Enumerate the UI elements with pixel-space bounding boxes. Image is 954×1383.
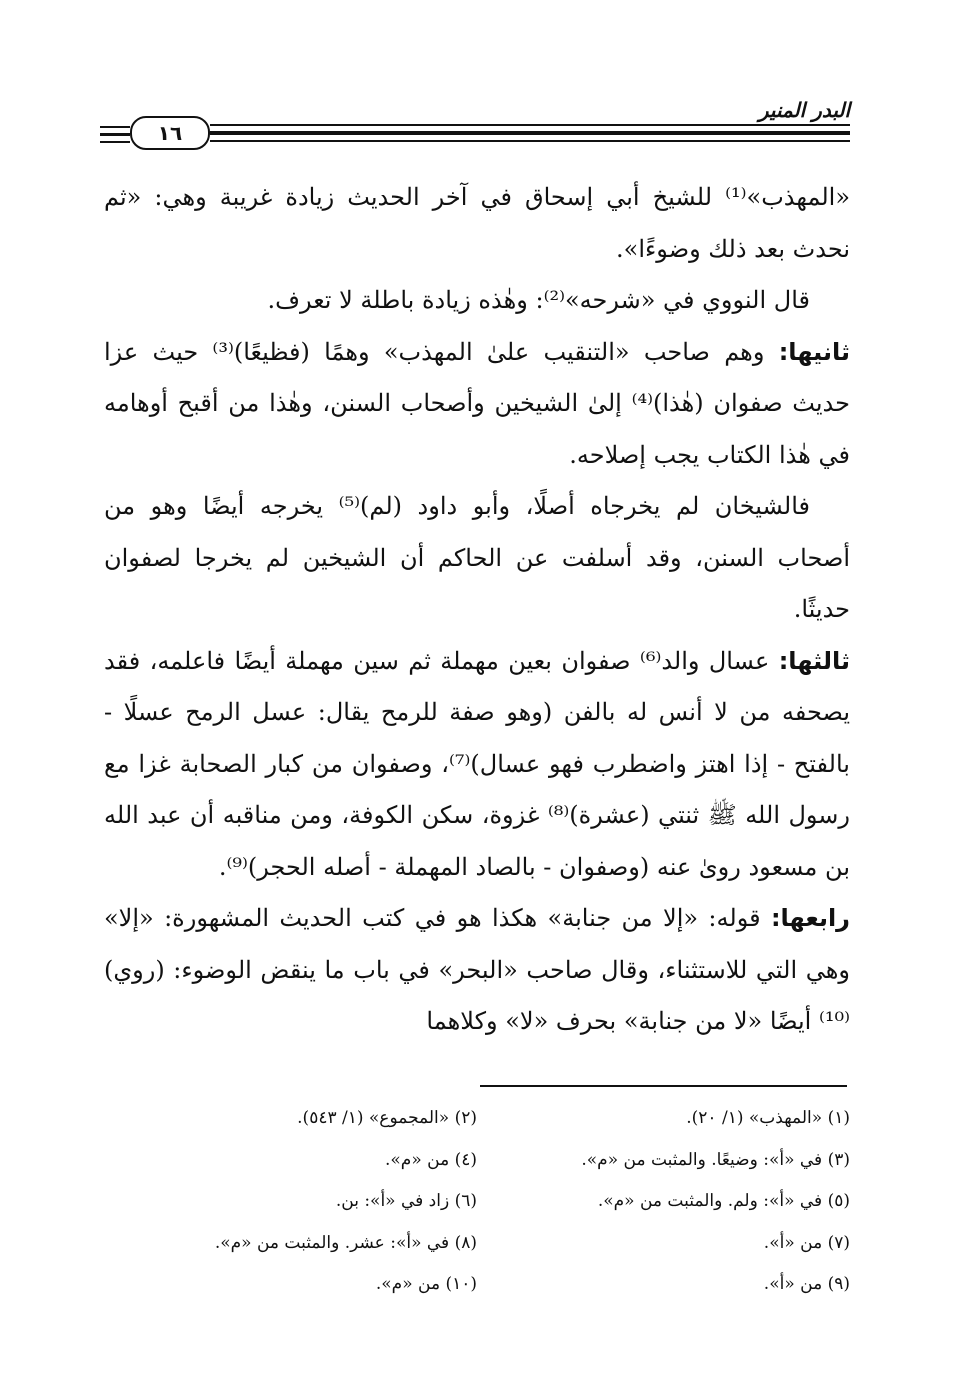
paragraph-lead: ثالثها: <box>778 646 850 675</box>
main-text <box>104 172 850 1048</box>
paragraph <box>104 893 850 1048</box>
footnote-row <box>104 1098 850 1140</box>
paragraph <box>104 275 850 327</box>
footnote-row <box>104 1140 850 1182</box>
paragraph-text: «المهذب»⁽¹⁾ للشيخ أبي إسحاق في آخر الحديث زيادة غريبة وهي: «ثم نحدث بعد ذلك وضوءًا». <box>104 183 850 263</box>
footnote-row <box>104 1264 850 1306</box>
folio-ornament <box>100 141 130 143</box>
footnote: (٢) «المجموع» (١/ ٥٤٣). <box>297 1108 477 1128</box>
paragraph-text: قوله: «إلا من جنابة» هكذا هو في كتب الحديث المشهورة: «إلا» وهي التي للاستثناء، وقال صاحب «البحر» في باب ما ينقض الوضوء: (روي)⁽¹⁰⁾ أيضًا «لا من جنابة» بحرف «لا» وكلاهما <box>104 904 850 1035</box>
footnote: (١٠) من «م». <box>375 1274 477 1294</box>
footnote: (٩) من «أ». <box>763 1274 850 1294</box>
paragraph-text: قال النووي في «شرحه»⁽²⁾: وهٰذه زيادة باطلة لا تعرف. <box>267 286 810 314</box>
paragraph-text: فالشيخان لم يخرجاه أصلًا، وأبو داود (لم)⁽⁵⁾ يخرجه أيضًا وهو من أصحاب السنن، وقد أسلفت عن الحاكم أن الشيخين لم يخرجا لصفوان حديثًا. <box>104 492 850 623</box>
paragraph <box>104 481 850 636</box>
paragraph-text: عسال والد⁽⁶⁾ صفوان بعين مهملة ثم سين مهملة أيضًا فاعلمه، فقد يصحفه من لا أنس له بالفن (وهو صفة للرمح يقال: عسل الرمح عسلًا - بالفتح - إذا اهتز واضطرب فهو عسال)⁽⁷⁾، وصفوان من كبار الصحابة غزا مع رسول الله ﷺ ثنتي (عشرة)⁽⁸⁾ غزوة، سكن الكوفة، ومن مناقبه أن عبد الله بن مسعود روىٰ عنه (وصفوان - بالصاد المهملة - أصله الحجر)⁽⁹⁾. <box>104 646 850 881</box>
folio-ornament <box>100 133 130 136</box>
header-rule <box>210 131 850 135</box>
page-number: ١٦ <box>130 116 210 150</box>
paragraph <box>104 327 850 482</box>
footnote-row <box>104 1223 850 1265</box>
footnote: (٥) في «أ»: ولم. والمثبت من «م». <box>597 1191 850 1211</box>
paragraph <box>104 172 850 275</box>
running-title: البدر المنير <box>758 98 850 122</box>
header-rule <box>210 140 850 142</box>
paragraph-lead: ثانيها: <box>778 337 850 366</box>
footnote: (٦) زاد في «أ»: بن. <box>335 1191 477 1211</box>
footnote: (٨) في «أ»: عشر. والمثبت من «م». <box>214 1232 477 1253</box>
paragraph-text: وهم صاحب «التنقيب علىٰ المهذب» وهمًا (فظيعًا)⁽³⁾ حيث عزا حديث صفوان (هٰذا)⁽⁴⁾ إلىٰ الشيخين وأصحاب السنن، وهٰذا من أقبح أوهامه في هٰذا الكتاب يجب إصلاحه. <box>104 337 850 469</box>
footnote: (١) «المهذب» (١/ ٢٠). <box>686 1108 850 1128</box>
footnote: (٣) في «أ»: وضيعًا. والمثبت من «م». <box>581 1149 850 1170</box>
footnote-row <box>104 1181 850 1223</box>
footnote: (٤) من «م». <box>385 1149 477 1170</box>
header-rule <box>210 124 850 126</box>
footnote: (٧) من «أ». <box>763 1232 850 1253</box>
folio-ornament <box>100 126 130 128</box>
footnote-separator <box>480 1085 847 1087</box>
footnotes <box>104 1098 850 1306</box>
page-header <box>100 96 850 156</box>
paragraph-lead: رابعها: <box>770 904 850 932</box>
paragraph <box>104 636 850 894</box>
